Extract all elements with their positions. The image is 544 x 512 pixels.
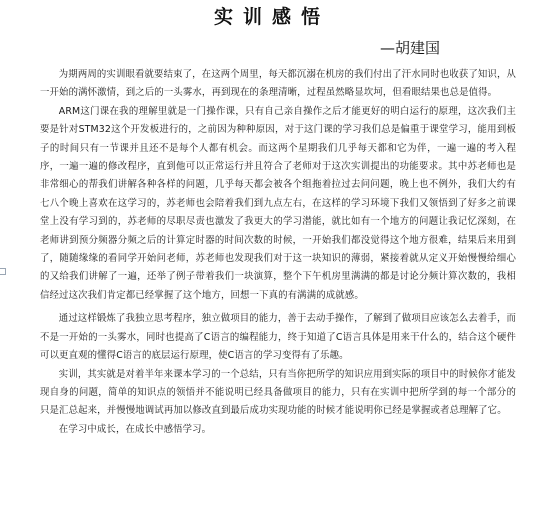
paragraph-arm-course: ARM这门课在我的理解里就是一门操作课，只有自己亲自操作之后才能更好的明白运行的原理，这次我们主要是针对STM32这个开发板进行的，之前因为种种原因，对于这门课的学习我们总是偏重于课堂学习，能用到板子的时间只有一节课并且还不是每个人都有机会。而这两个星期我们几乎每天都和它为伴，一遍一遍的考入程序，一遍一遍的修改程序，直到他可以正常运行并且符合了老师对于这次实训提出的功能要求。其中苏老师也是非常细心的帮我们讲解各种各样的问题，几乎每天都会被各个组拖着拉过去问问题，晚上也不例外，我们大约有七八个晚上喜欢在这学习的，苏老师也会陪着我们到九点左右，在这样的学习环境下我们又领悟到了好多之前课堂上没有学习到的，苏老师的尽职尽责也激发了我更大的学习潜能，就比如有一个地方的问题让我记忆深刻，在老师讲到预分频器分频之后的计算定时器的时间次数的时候，一开始我们都没觉得这个地方很难，结果后来用到了，随随缘缘的看同学开始问老师，苏老师也发现我们对于这一块知识的薄弱，紧接着就从定义开始慢慢给细心的又给我们讲解了一遍，还举了例子带着我们一块演算，整个下午机房里满满的都是讨论分频计算次数的，我相信经过这次我们肯定都已经掌握了这个地方，回想一下真的有满满的成就感。 [40,105,516,301]
paragraph-intro: 为期两周的实训眼看就要结束了，在这两个周里，每天都沉溺在机房的我们付出了汗水同时也收获了知识，从一开始的满怀激情，到之后的一头雾水，再到现在的条理清晰，过程虽然略显坎坷，但看眼结果也总是值得。 [40,69,517,99]
paragraph-skills: 通过这样锻炼了我独立思考程序，独立做项目的能力，善于去动手操作，了解到了做项目应该怎么去着手，而不是一开始的一头雾水，同时也提高了C语言的编程能力，终于知道了C语言具体是用来干什么的，结合这个硬件可以更直观的懂得C语言的底层运行原理，使C语言的学习变得有了乐趣。 [40,313,517,362]
paragraph-summary: 实训，其实就是对着半年来课本学习的一个总结，只有当你把所学的知识应用到实际的项目中的时候你才能发现自身的问题，简单的知识点的领悟并不能说明已经具备做项目的能力，只有在实训中把所学到的每一个部分的只是汇总起来，并慢慢地调试再加以修改直到最后成功实现功能的时候才能说明你已经是掌握或者总理解了它。 [40,368,517,417]
paragraph-closing: 在学习中成长，在成长中感悟学习。 [58,423,212,435]
margin-bracket-icon [0,268,6,275]
document-body [40,66,516,439]
document-title: 实训感悟 [213,6,330,28]
document-author: —胡建国 [380,39,441,57]
